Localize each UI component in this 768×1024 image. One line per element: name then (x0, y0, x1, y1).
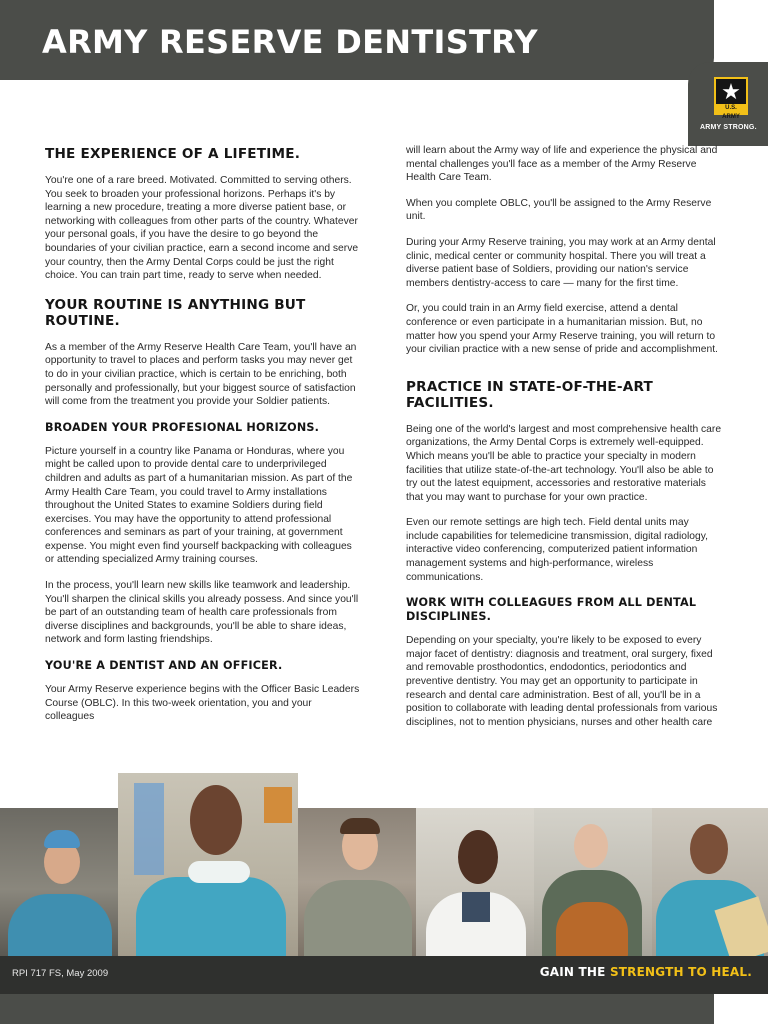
photo-surgeon (0, 808, 118, 956)
heading-broaden: BROADEN YOUR PROFESIONAL HORIZONS. (45, 420, 320, 434)
paragraph-oblc: When you complete OBLC, you'll be assigned to the Army Reserve unit. (406, 197, 712, 223)
paragraph-continued: will learn about the Army way of life and experience the physical and mental challenges you'll face as a member of the Army Reserve Health Care Team. (406, 145, 718, 184)
bottom-band (0, 994, 714, 1024)
photo-nurse-with-folder (652, 808, 768, 956)
heading-practice: PRACTICE IN STATE-OF-THE-ART FACILITIES. (406, 378, 653, 411)
tagline-prefix: GAIN THE (539, 965, 610, 979)
right-column (406, 144, 724, 741)
army-star-logo (714, 77, 748, 120)
footer-tagline (540, 965, 752, 979)
star-icon: ★ (721, 79, 741, 104)
paragraph-practice: Being one of the world's largest and most comprehensive health care organizations, the Army Dental Corps is extremely well-equipped. Which means you'll be able to practice your specialty in modern facilities that utilize state-of-the-art technology. You'll also be able to try out the latest equipment, accessories and restorative materials that you may want to purchase for your own practice. (406, 423, 722, 503)
photo-dental-assistant (118, 773, 298, 956)
page-title: ARMY RESERVE DENTISTRY (42, 23, 538, 61)
heading-officer: YOU'RE A DENTIST AND AN OFFICER. (45, 659, 283, 673)
paragraph-training: During your Army Reserve training, you may work at an Army dental clinic, medical center or community hospital. There you will treat a diverse patient base of Soldiers, providing our nation's service members dentistry-access to care — many for the first time. (406, 236, 716, 289)
heading-experience: THE EXPERIENCE OF A LIFETIME. (45, 146, 301, 162)
header-band (0, 0, 714, 80)
logo-wordmark: U.S. ARMY (716, 104, 746, 113)
paragraph-broaden-2: In the process, you'll learn new skills like teamwork and leadership. You'll sharpen the clinical skills you already possess. And since you'll be part of an outstanding team of health care professionals from diverse disciplines and backgrounds, you'll be able to share ideas, network and form lasting friendships. (45, 580, 359, 646)
photo-soldier (298, 808, 416, 956)
heading-routine: YOUR ROUTINE IS ANYTHING BUT ROUTINE. (45, 296, 306, 329)
paragraph-broaden-1: Picture yourself in a country like Panama or Honduras, where you might be called upon to provide dental care to underprivileged children and adults as part of a humanitarian mission. As part of the Army Health Care Team, you could travel to Army installations throughout the United States to examine Soldiers during field exercises. You may have the opportunity to attend professional conferences and seminars as part of your training, at government expense. You might even find yourself backpacking with colleagues or attending specialized Army training courses. (45, 445, 353, 566)
paragraph-experience: You're one of a rare breed. Motivated. Committed to serving others. You seek to broaden your professional horizons. Perhaps it's by learning a new procedure, treating a more diverse patient base, or networking with colleagues from other parts of the country. Whatever your personal goals, if you have the desire to go beyond the boundaries of your civilian practice, earn a second income and serve your country, then the Army Dental Corps could be just the right choice. You can train part time, ready to serve when needed. (45, 175, 359, 282)
publication-code: RPI 717 FS, May 2009 (12, 968, 109, 979)
paragraph-colleagues: Depending on your specialty, you're likely to be exposed to every major facet of dentistry: diagnosis and treatment, oral surgery, fixed and removable prosthodontics, endodontics, periodontics and preventive dentistry. You may get an opportunity to participate in research and dental care administration. Best of all, you'll be in a position to collaborate with leading dental professionals from various disciplines, not to mention physicians, nurses and other health care (406, 635, 718, 728)
left-column (45, 146, 363, 736)
tagline-accent: STRENGTH TO HEAL. (609, 965, 752, 979)
paragraph-routine: As a member of the Army Reserve Health Care Team, you'll have an opportunity to travel to places and perform tasks you may never get to do in your civilian practice, which is certain to be enriching, both personally and professionally, but your biggest source of satisfaction will come from the treatment you provide your Soldier patients. (45, 341, 357, 408)
logo-tagline: ARMY STRONG. (700, 124, 757, 131)
photo-veterinarian-with-dog (534, 808, 652, 956)
photo-dentist-white-coat (416, 808, 534, 956)
paragraph-officer: Your Army Reserve experience begins with the Officer Basic Leaders Course (OBLC). In this two-week orientation, you and your colleagues (45, 684, 360, 723)
team-photo-strip (0, 773, 768, 956)
heading-colleagues: WORK WITH COLLEAGUES FROM ALL DENTAL DISCIPLINES. (406, 596, 697, 624)
army-logo-panel (688, 62, 768, 146)
paragraph-field: Or, you could train in an Army field exercise, attend a dental conference or even participate in a humanitarian mission. But, no matter how you spend your Army Reserve training, you will return to your civilian practice with a new sense of pride and accomplishment. (406, 303, 718, 356)
paragraph-remote: Even our remote settings are high tech. Field dental units may include capabilities for telemedicine transmission, digital radiology, interactive video conferencing, computerized patient information management systems and high-performance, wireless communications. (406, 517, 709, 583)
